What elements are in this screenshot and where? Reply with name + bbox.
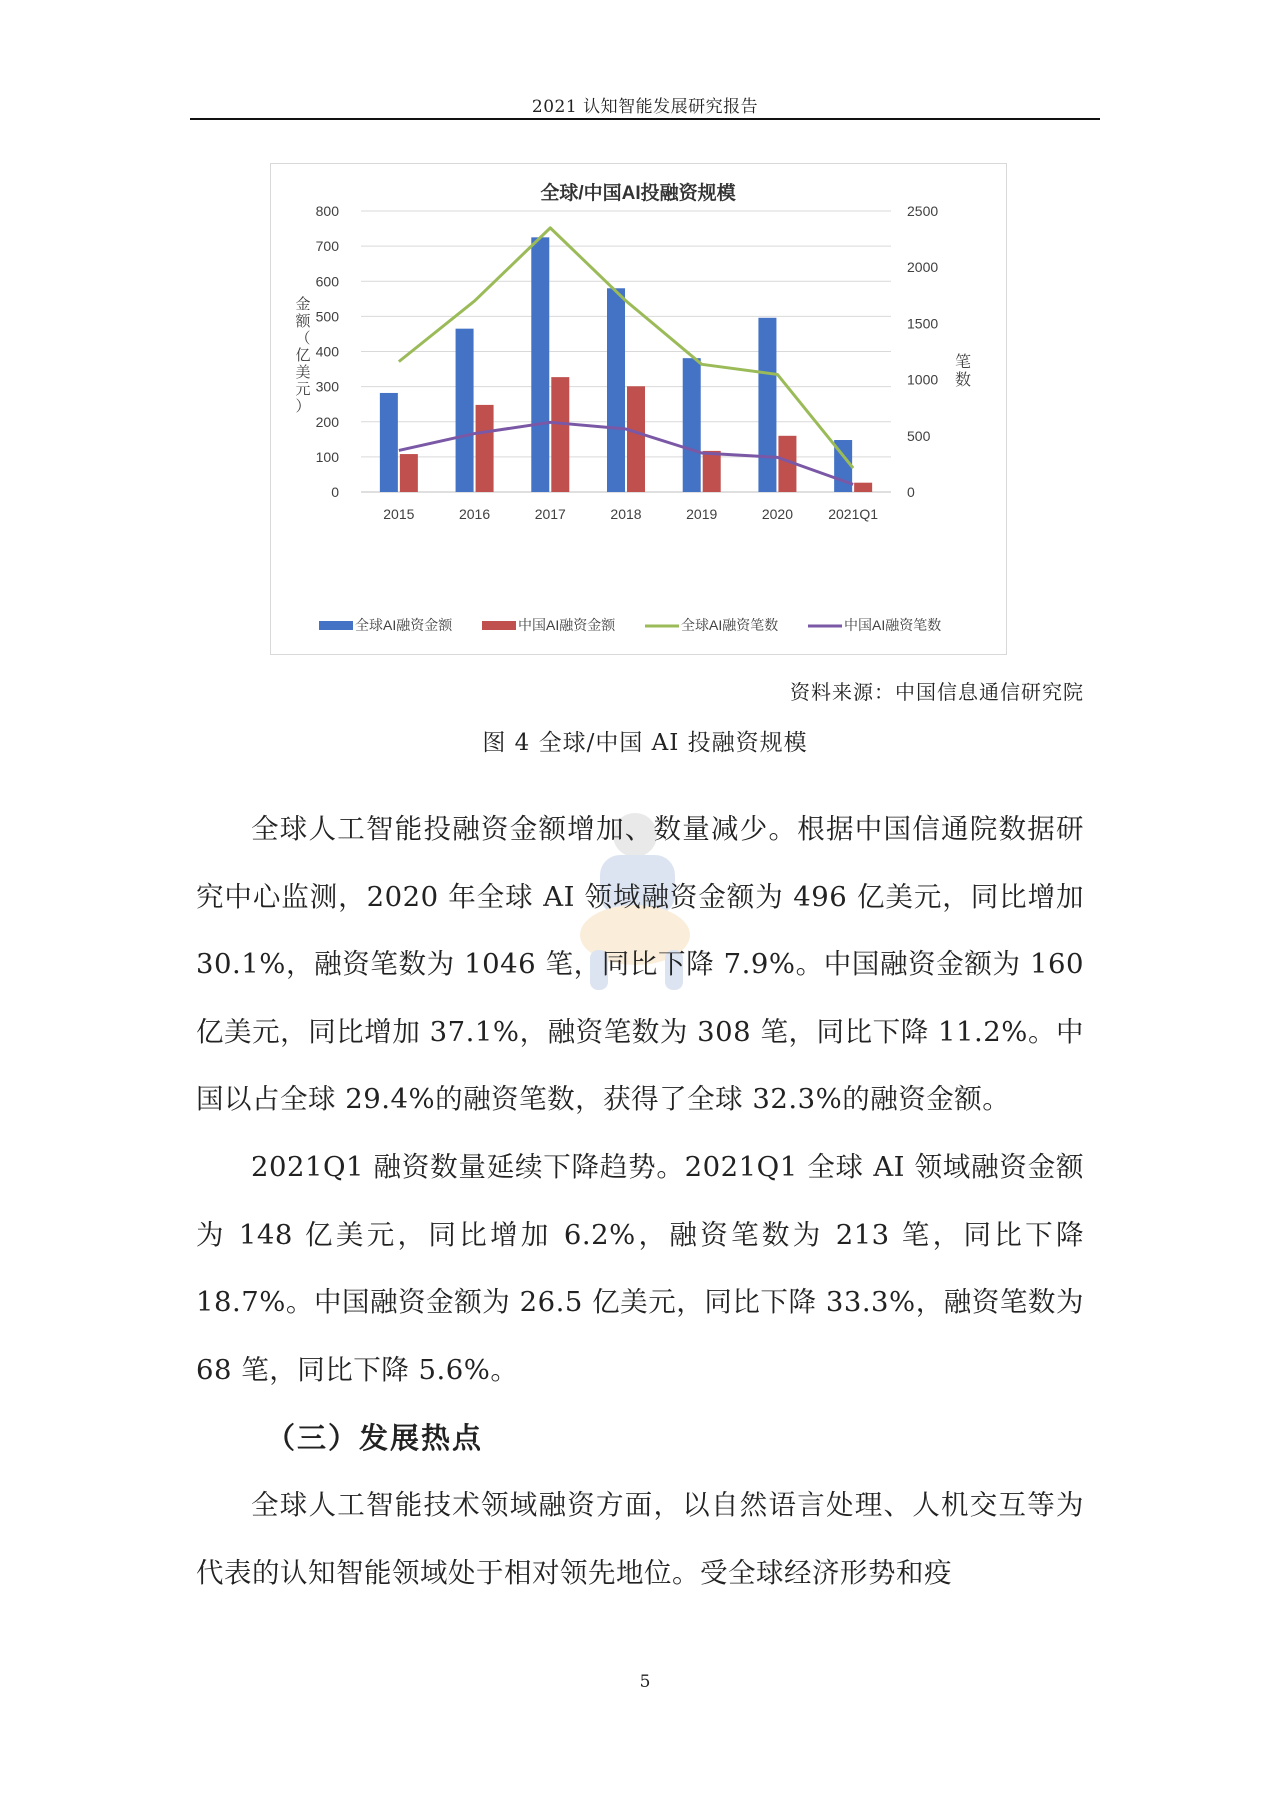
paragraph-hotspots: 全球人工智能技术领域融资方面，以自然语言处理、人机交互等为代表的认知智能领域处于相对领先地位。受全球经济形势和疫 xyxy=(196,1489,1084,1589)
legend-item xyxy=(645,617,778,633)
x-tick-label: 2017 xyxy=(534,506,566,522)
y-axis-label-char: （ xyxy=(295,330,311,347)
y-tick-label: 700 xyxy=(315,238,339,255)
legend-label: 中国AI融资金额 xyxy=(518,617,616,633)
y-tick-label: 500 xyxy=(315,308,339,325)
bar-global-amount xyxy=(456,329,474,492)
x-tick-label: 2018 xyxy=(610,506,642,522)
bar-global-amount xyxy=(531,237,549,492)
y-tick-label: 0 xyxy=(331,484,339,500)
bar-china-amount xyxy=(627,386,645,492)
y-axis-label-char: 亿 xyxy=(295,347,311,364)
y2-axis-ticks xyxy=(907,203,938,500)
x-tick-label: 2015 xyxy=(383,506,415,522)
bar-china-amount xyxy=(400,454,418,492)
paragraph-2021q1: 2021Q1 融资数量延续下降趋势。2021Q1 全球 AI 领域融资金额为 148 亿美元，同比增加 6.2%，融资笔数为 213 笔，同比下降 18.7%。中国融资金额为 26.5 亿美元，同比下降 33.3%，融资笔数为 68 笔，同比下降 5.6%。 xyxy=(196,1151,1084,1386)
y2-tick-label: 500 xyxy=(907,427,931,444)
y-axis-label xyxy=(295,296,311,415)
y-axis-ticks xyxy=(316,203,340,500)
figure-caption: 图 4 全球/中国 AI 投融资规模 xyxy=(482,730,808,756)
x-axis-ticks xyxy=(383,506,878,522)
legend-label: 全球AI融资金额 xyxy=(355,617,453,633)
legend-item xyxy=(319,617,453,633)
bar-china-amount xyxy=(703,451,721,492)
y-axis-label-char: 金 xyxy=(295,296,311,313)
legend-swatch xyxy=(319,621,353,630)
y-axis-label-char: 元 xyxy=(295,381,311,398)
source-note: 资料来源：中国信息通信研究院 xyxy=(790,680,1084,704)
x-tick-label: 2021Q1 xyxy=(828,506,879,522)
y-tick-label: 300 xyxy=(315,378,339,395)
bar-global-amount xyxy=(380,393,398,492)
bar-global-amount xyxy=(683,358,701,492)
header-divider xyxy=(190,118,1100,120)
paragraph-global-funding: 全球人工智能投融资金额增加、数量减少。根据中国信通院数据研究中心监测，2020 年全球 AI 领域融资金额为 496 亿美元，同比增加 30.1%，融资笔数为 1046 笔，同比下降 7.9%。中国融资金额为 160 亿美元，同比增加 37.1%，融资笔数为 308 笔，同比下降 11.2%。中国以占全球 29.4%的融资笔数，获得了全球 32.3%的融资金额。 xyxy=(196,813,1084,1115)
y2-axis-label-char: 笔 xyxy=(954,354,972,371)
section-heading: （三）发展热点 xyxy=(266,1421,484,1455)
y-tick-label: 200 xyxy=(315,413,339,430)
x-tick-label: 2019 xyxy=(686,506,718,522)
chart-title: 全球/中国AI投融资规模 xyxy=(540,183,736,204)
y2-axis-label xyxy=(955,353,971,389)
gridlines xyxy=(361,211,891,492)
funding-chart xyxy=(271,164,1006,654)
y2-tick-label: 1000 xyxy=(907,371,939,388)
y2-tick-label: 2000 xyxy=(907,259,939,276)
y-tick-label: 400 xyxy=(315,343,339,360)
bar-china-amount xyxy=(476,405,494,492)
chart-container xyxy=(270,163,1007,655)
y2-tick-label: 2500 xyxy=(907,203,939,219)
legend xyxy=(319,617,941,633)
y-axis-label-char: ） xyxy=(295,398,311,415)
legend-item xyxy=(808,617,941,633)
y2-tick-label: 0 xyxy=(907,484,915,500)
y-tick-label: 100 xyxy=(315,448,339,465)
legend-label: 中国AI融资笔数 xyxy=(844,617,942,633)
legend-swatch xyxy=(482,621,516,630)
bar-china-amount xyxy=(854,483,872,492)
bar-china-amount xyxy=(551,377,569,492)
x-tick-label: 2020 xyxy=(761,506,794,522)
bars xyxy=(380,237,872,492)
bar-global-amount xyxy=(758,318,776,492)
y-tick-label: 600 xyxy=(315,273,339,290)
page-number: 5 xyxy=(639,1672,651,1692)
y-axis-label-char: 美 xyxy=(295,364,311,381)
y-tick-label: 800 xyxy=(315,203,339,219)
legend-item xyxy=(482,617,616,633)
legend-label: 全球AI融资笔数 xyxy=(681,617,779,633)
bar-global-amount xyxy=(607,288,625,492)
y-axis-label-char: 额 xyxy=(295,313,311,330)
y2-axis-label-char: 数 xyxy=(954,372,972,389)
page-header-title: 2021 认知智能发展研究报告 xyxy=(531,97,759,117)
x-tick-label: 2016 xyxy=(458,506,491,522)
y2-tick-label: 1500 xyxy=(907,315,939,332)
